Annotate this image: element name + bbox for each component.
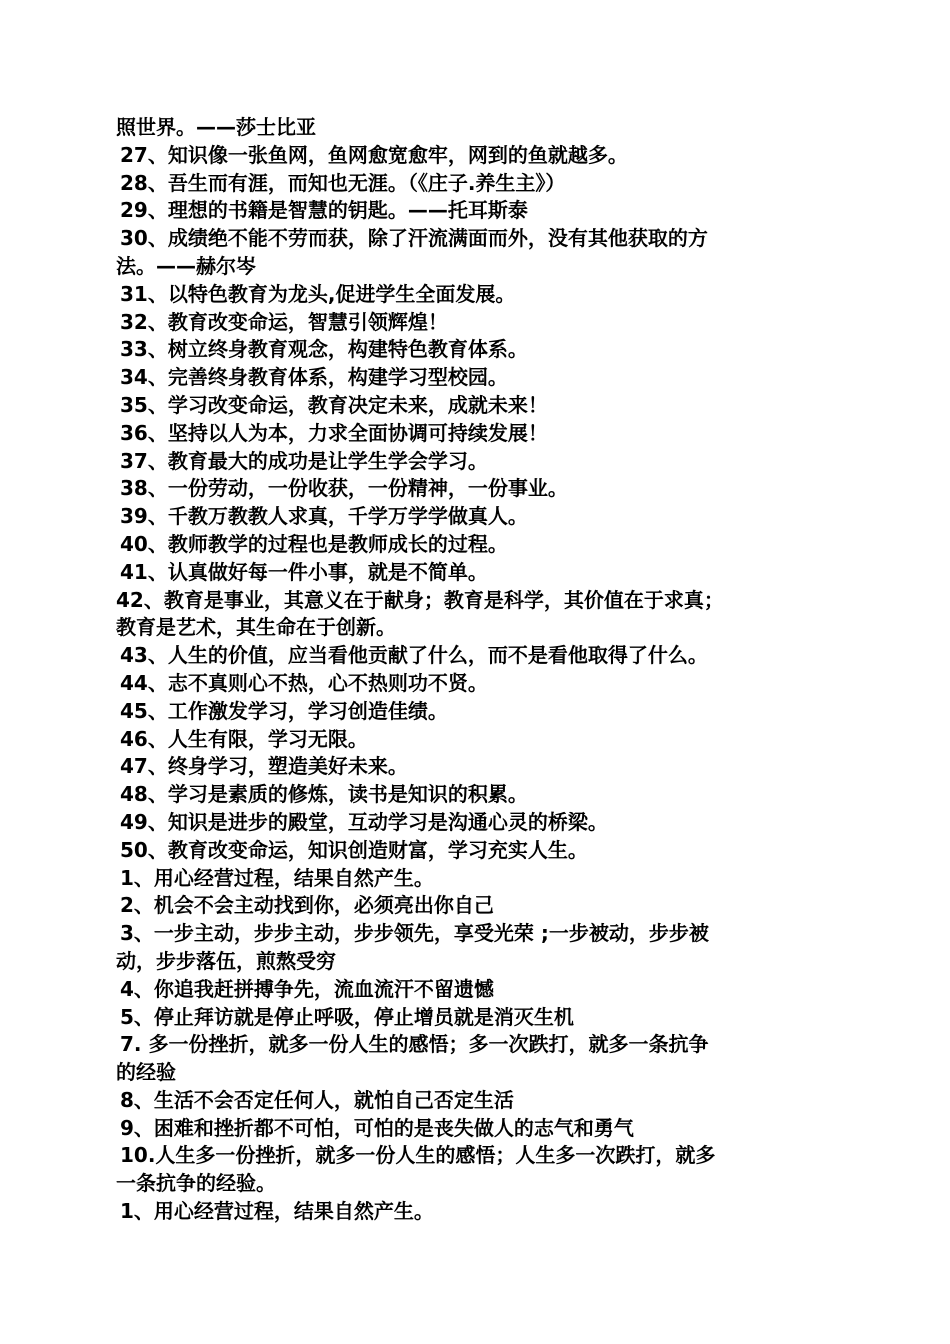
text-line: 一条抗争的经验。 (116, 1171, 276, 1196)
text-line: 32、教育改变命运，智慧引领辉煌！ (120, 309, 448, 334)
text-line: 43、人生的价值，应当看他贡献了什么，而不是看他取得了什么。 (120, 643, 708, 668)
text-line: 44、志不真则心不热，心不热则功不贤。 (120, 670, 488, 695)
text-line: 照世界。——莎士比亚 (116, 115, 316, 139)
text-line: 48、学习是素质的修炼，读书是知识的积累。 (120, 782, 528, 807)
text-line: 4、你追我赶拼搏争先，流血流汗不留遗憾 (120, 976, 494, 1001)
text-line: 29、理想的书籍是智慧的钥匙。——托耳斯泰 (120, 198, 528, 223)
text-line: 47、终身学习，塑造美好未来。 (120, 754, 408, 779)
text-line: 38、一份劳动，一份收获，一份精神，一份事业。 (120, 476, 568, 501)
text-line: 50、教育改变命运，知识创造财富，学习充实人生。 (120, 837, 588, 862)
text-line: 动，步步落伍，煎熬受穷 (116, 948, 336, 973)
document-body (116, 114, 836, 1226)
text-line: 46、人生有限，学习无限。 (120, 726, 368, 751)
text-line: 教育是艺术，其生命在于创新。 (116, 615, 396, 640)
text-line: 40、教师教学的过程也是教师成长的过程。 (120, 531, 508, 556)
text-line: 33、树立终身教育观念，构建特色教育体系。 (120, 337, 528, 362)
text-line: 2、机会不会主动找到你，必须亮出你自己 (120, 893, 494, 918)
text-line: 30、成绩绝不能不劳而获，除了汗流满面而外，没有其他获取的方 (120, 226, 708, 251)
text-line: 1、用心经营过程，结果自然产生。 (120, 1199, 434, 1224)
text-line: 的经验 (116, 1060, 176, 1085)
text-line: 42、教育是事业，其意义在于献身；教育是科学，其价值在于求真； (116, 587, 724, 612)
text-line: 39、千教万教教人求真，千学万学学做真人。 (120, 504, 528, 529)
text-line: 49、知识是进步的殿堂，互动学习是沟通心灵的桥梁。 (120, 809, 608, 834)
text-line: 28、吾生而有涯，而知也无涯。（《庄子.养生主》） (120, 170, 566, 195)
text-line: 10.人生多一份挫折，就多一份人生的感悟；人生多一次跌打，就多 (120, 1143, 716, 1168)
text-line: 27、知识像一张鱼网，鱼网愈宽愈牢，网到的鱼就越多。 (120, 142, 628, 167)
text-block (116, 114, 836, 1226)
text-line: 7. 多一份挫折，就多一份人生的感悟；多一次跌打，就多一条抗争 (120, 1032, 709, 1057)
text-line: 45、工作激发学习，学习创造佳绩。 (120, 698, 448, 723)
text-line: 31、以特色教育为龙头,促进学生全面发展。 (120, 281, 516, 306)
text-line: 1、用心经营过程，结果自然产生。 (120, 865, 434, 890)
text-line: 34、完善终身教育体系，构建学习型校园。 (120, 365, 508, 390)
text-line: 36、坚持以人为本，力求全面协调可持续发展！ (120, 420, 548, 445)
text-line: 35、学习改变命运，教育决定未来，成就未来！ (120, 392, 548, 417)
text-line: 5、停止拜访就是停止呼吸，停止增员就是消灭生机 (120, 1004, 574, 1029)
text-line: 3、一步主动，步步主动，步步领先，享受光荣 ;一步被动，步步被 (120, 921, 709, 946)
text-line: 37、教育最大的成功是让学生学会学习。 (120, 448, 488, 473)
text-line: 法。——赫尔岑 (116, 253, 256, 278)
text-line: 9、困难和挫折都不可怕，可怕的是丧失做人的志气和勇气 (120, 1115, 634, 1140)
text-line: 41、认真做好每一件小事，就是不简单。 (120, 559, 488, 584)
text-line: 8、生活不会否定任何人，就怕自己否定生活 (120, 1087, 514, 1112)
